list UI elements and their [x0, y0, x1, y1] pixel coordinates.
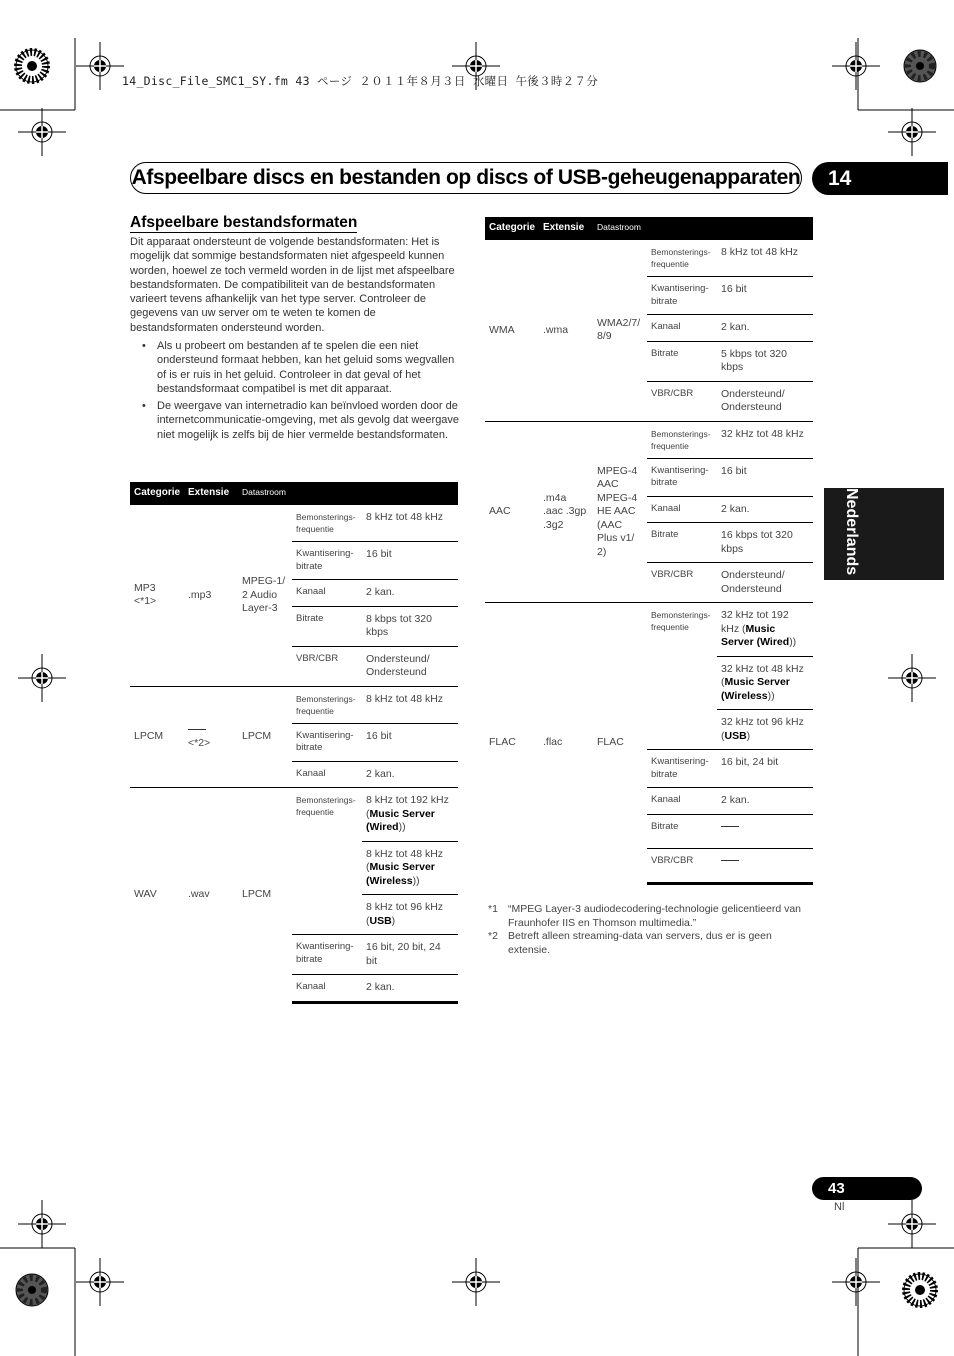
cell-label: Kanaal	[647, 788, 717, 815]
dash-icon	[721, 826, 739, 827]
cell-label: Bemonsterings-frequentie	[647, 421, 717, 458]
dash-icon	[721, 860, 739, 861]
footnote-mark: *1	[488, 903, 498, 915]
header-category: Categorie	[485, 217, 539, 240]
cell-label: Kanaal	[292, 580, 362, 607]
cell-value: 2 kan.	[717, 788, 813, 815]
cell-extension: .mp3	[184, 505, 238, 687]
language-side-tab	[824, 488, 944, 580]
cell-category: WMA	[485, 240, 539, 422]
cell-value: 16 bit	[717, 458, 813, 496]
language-code: Nl	[834, 1201, 845, 1213]
cell-label: Kanaal	[647, 315, 717, 342]
cell-value: 2 kan.	[362, 580, 458, 607]
cell-label: Kwantisering-bitrate	[647, 750, 717, 788]
cell-value: 2 kan.	[717, 315, 813, 342]
cell-value: 2 kan.	[717, 496, 813, 523]
table-header-row	[130, 482, 458, 505]
cell-value: 32 kHz tot 96 kHz (USB)	[717, 710, 813, 750]
table-row	[130, 686, 458, 723]
cell-label: Kanaal	[292, 761, 362, 788]
cell-value	[717, 848, 813, 883]
cell-value: 32 kHz tot 48 kHz	[717, 421, 813, 458]
cell-value: 16 bit, 20 bit, 24 bit	[362, 935, 458, 975]
cell-label: Kwantisering-bitrate	[292, 723, 362, 761]
cell-extension: .wav	[184, 788, 238, 1003]
table-row	[485, 603, 813, 657]
cell-value: 8 kHz tot 48 kHz	[717, 240, 813, 277]
cell-label: Bemonsterings-frequentie	[647, 603, 717, 750]
footnote-text: Betreft alleen streaming-data van servers, dus er is geen extensie.	[508, 930, 772, 957]
chapter-number-tab: 14	[812, 162, 948, 195]
header-extension: Extensie	[184, 482, 238, 505]
cell-value: 8 kHz tot 48 kHz	[362, 505, 458, 542]
cell-label: Bemonsterings-frequentie	[647, 240, 717, 277]
table-row	[485, 240, 813, 277]
cell-extension: .m4a .aac .3gp .3g2	[539, 421, 593, 603]
footnote-text: “MPEG Layer-3 audiodecodering-technologie gelicentieerd van Fraunhofer IIS en Thomson multimedia.”	[508, 903, 802, 929]
cell-category: AAC	[485, 421, 539, 603]
header-datastream: Datastroom	[238, 482, 292, 505]
cell-value: 16 bit, 24 bit	[717, 750, 813, 788]
cell-value: Ondersteund/ Ondersteund	[717, 381, 813, 421]
cell-label: VBR/CBR	[647, 848, 717, 883]
cell-label: Bitrate	[647, 341, 717, 381]
cell-value: 2 kan.	[362, 975, 458, 1003]
cell-label: VBR/CBR	[647, 563, 717, 603]
cell-label: Bemonsterings-frequentie	[292, 686, 362, 723]
page-number: 43	[812, 1177, 922, 1200]
cell-extension	[184, 686, 238, 788]
cell-value: 16 bit	[362, 723, 458, 761]
cell-value: 32 kHz tot 192 kHz (Music Server (Wired))	[717, 603, 813, 657]
cell-label: Bitrate	[647, 814, 717, 848]
cell-value: 16 bit	[362, 542, 458, 580]
cell-datastream: WMA2/7/ 8/9	[593, 240, 647, 422]
cell-value: 8 kHz tot 48 kHz (Music Server (Wireless))	[362, 841, 458, 895]
cell-label: Kwantisering-bitrate	[647, 277, 717, 315]
cell-value: 16 kbps tot 320 kbps	[717, 523, 813, 563]
header-category: Categorie	[130, 482, 184, 505]
cell-value: 16 bit	[717, 277, 813, 315]
bullet-list	[140, 339, 460, 445]
header-extension: Extensie	[539, 217, 593, 240]
cell-value: Ondersteund/ Ondersteund	[362, 646, 458, 686]
cell-category: LPCM	[130, 686, 184, 788]
footnote-mark: *2	[488, 930, 498, 943]
footnote	[488, 903, 813, 930]
cell-value: Ondersteund/ Ondersteund	[717, 563, 813, 603]
cell-value: 8 kHz tot 96 kHz (USB)	[362, 895, 458, 935]
cell-value	[717, 814, 813, 848]
cell-category: MP3 <*1>	[130, 505, 184, 687]
cell-label: Kwantisering-bitrate	[647, 458, 717, 496]
cell-label: Kwantisering-bitrate	[292, 542, 362, 580]
cell-datastream: FLAC	[593, 603, 647, 884]
cell-label: Bemonsterings-frequentie	[292, 788, 362, 935]
cell-category: WAV	[130, 788, 184, 1003]
cell-value: 2 kan.	[362, 761, 458, 788]
cell-label: Kanaal	[292, 975, 362, 1003]
format-table-left	[130, 482, 458, 1004]
language-side-tab-label: Nederlands	[843, 488, 860, 576]
footnotes	[488, 903, 813, 958]
cell-extension: .wma	[539, 240, 593, 422]
file-header-line: 14_Disc_File_SMC1_SY.fm 43 ページ ２０１１年８月３日 水曜日 午後３時２７分	[122, 74, 599, 88]
page-title-box	[130, 162, 802, 194]
header-datastream: Datastroom	[593, 217, 647, 240]
page-title: Afspeelbare discs en bestanden op discs of USB-geheugenapparaten	[131, 166, 801, 189]
footnote	[488, 930, 813, 957]
cell-extension: .flac	[539, 603, 593, 884]
cell-label: Bemonsterings-frequentie	[292, 505, 362, 542]
cell-label: Kanaal	[647, 496, 717, 523]
cell-datastream: MPEG-1/ 2 Audio Layer-3	[238, 505, 292, 687]
cell-label: VBR/CBR	[292, 646, 362, 686]
extension-note: <*2>	[188, 736, 211, 749]
table-row	[130, 505, 458, 542]
dash-icon	[188, 729, 206, 730]
table-header-row	[485, 217, 813, 240]
cell-datastream: LPCM	[238, 788, 292, 1003]
cell-label: Bitrate	[292, 606, 362, 646]
cell-datastream: LPCM	[238, 686, 292, 788]
cell-label: Kwantisering-bitrate	[292, 935, 362, 975]
cell-value: 32 kHz tot 48 kHz (Music Server (Wireless))	[717, 656, 813, 710]
cell-value: 8 kHz tot 192 kHz (Music Server (Wired))	[362, 788, 458, 842]
intro-paragraph: Dit apparaat ondersteunt de volgende bestandsformaten: Het is mogelijk dat sommige bestandsformaten niet afgespeeld kunnen worden, hoewel ze toch vermeld worden in de lijst met afspeelbare bestandsformaten. De compatibiliteit van de bestandsformaten varieert tevens afhankelijk van het type server. Controleer de gegevens van uw server om te weten te komen de bestandsformaten ondersteund worden.	[130, 236, 455, 334]
table-row	[130, 788, 458, 842]
cell-value: 8 kbps tot 320 kbps	[362, 606, 458, 646]
table-row	[485, 421, 813, 458]
cell-value: 5 kbps tot 320 kbps	[717, 341, 813, 381]
cell-label: VBR/CBR	[647, 381, 717, 421]
cell-label: Bitrate	[647, 523, 717, 563]
cell-value: 8 kHz tot 48 kHz	[362, 686, 458, 723]
bullet-item: • Als u probeert om bestanden af te spelen die een niet ondersteund formaat hebben, kan het geluid soms wegvallen of is er ruis in het geluid. Controleer in dat geval of het bestandsformaat compatibel is met dit apparaat.	[140, 339, 460, 396]
cell-datastream: MPEG-4 AAC MPEG-4 HE AAC (AAC Plus v1/ 2)	[593, 421, 647, 603]
cell-category: FLAC	[485, 603, 539, 884]
bullet-item: • De weergave van internetradio kan beïnvloed worden door de internetcommunicatie-omgeving, met als gevolg dat weergave niet mogelijk is zelfs bij de hier vermelde bestandsformaten.	[140, 399, 460, 442]
section-title: Afspeelbare bestandsformaten	[130, 214, 358, 231]
format-table-right	[485, 217, 813, 885]
